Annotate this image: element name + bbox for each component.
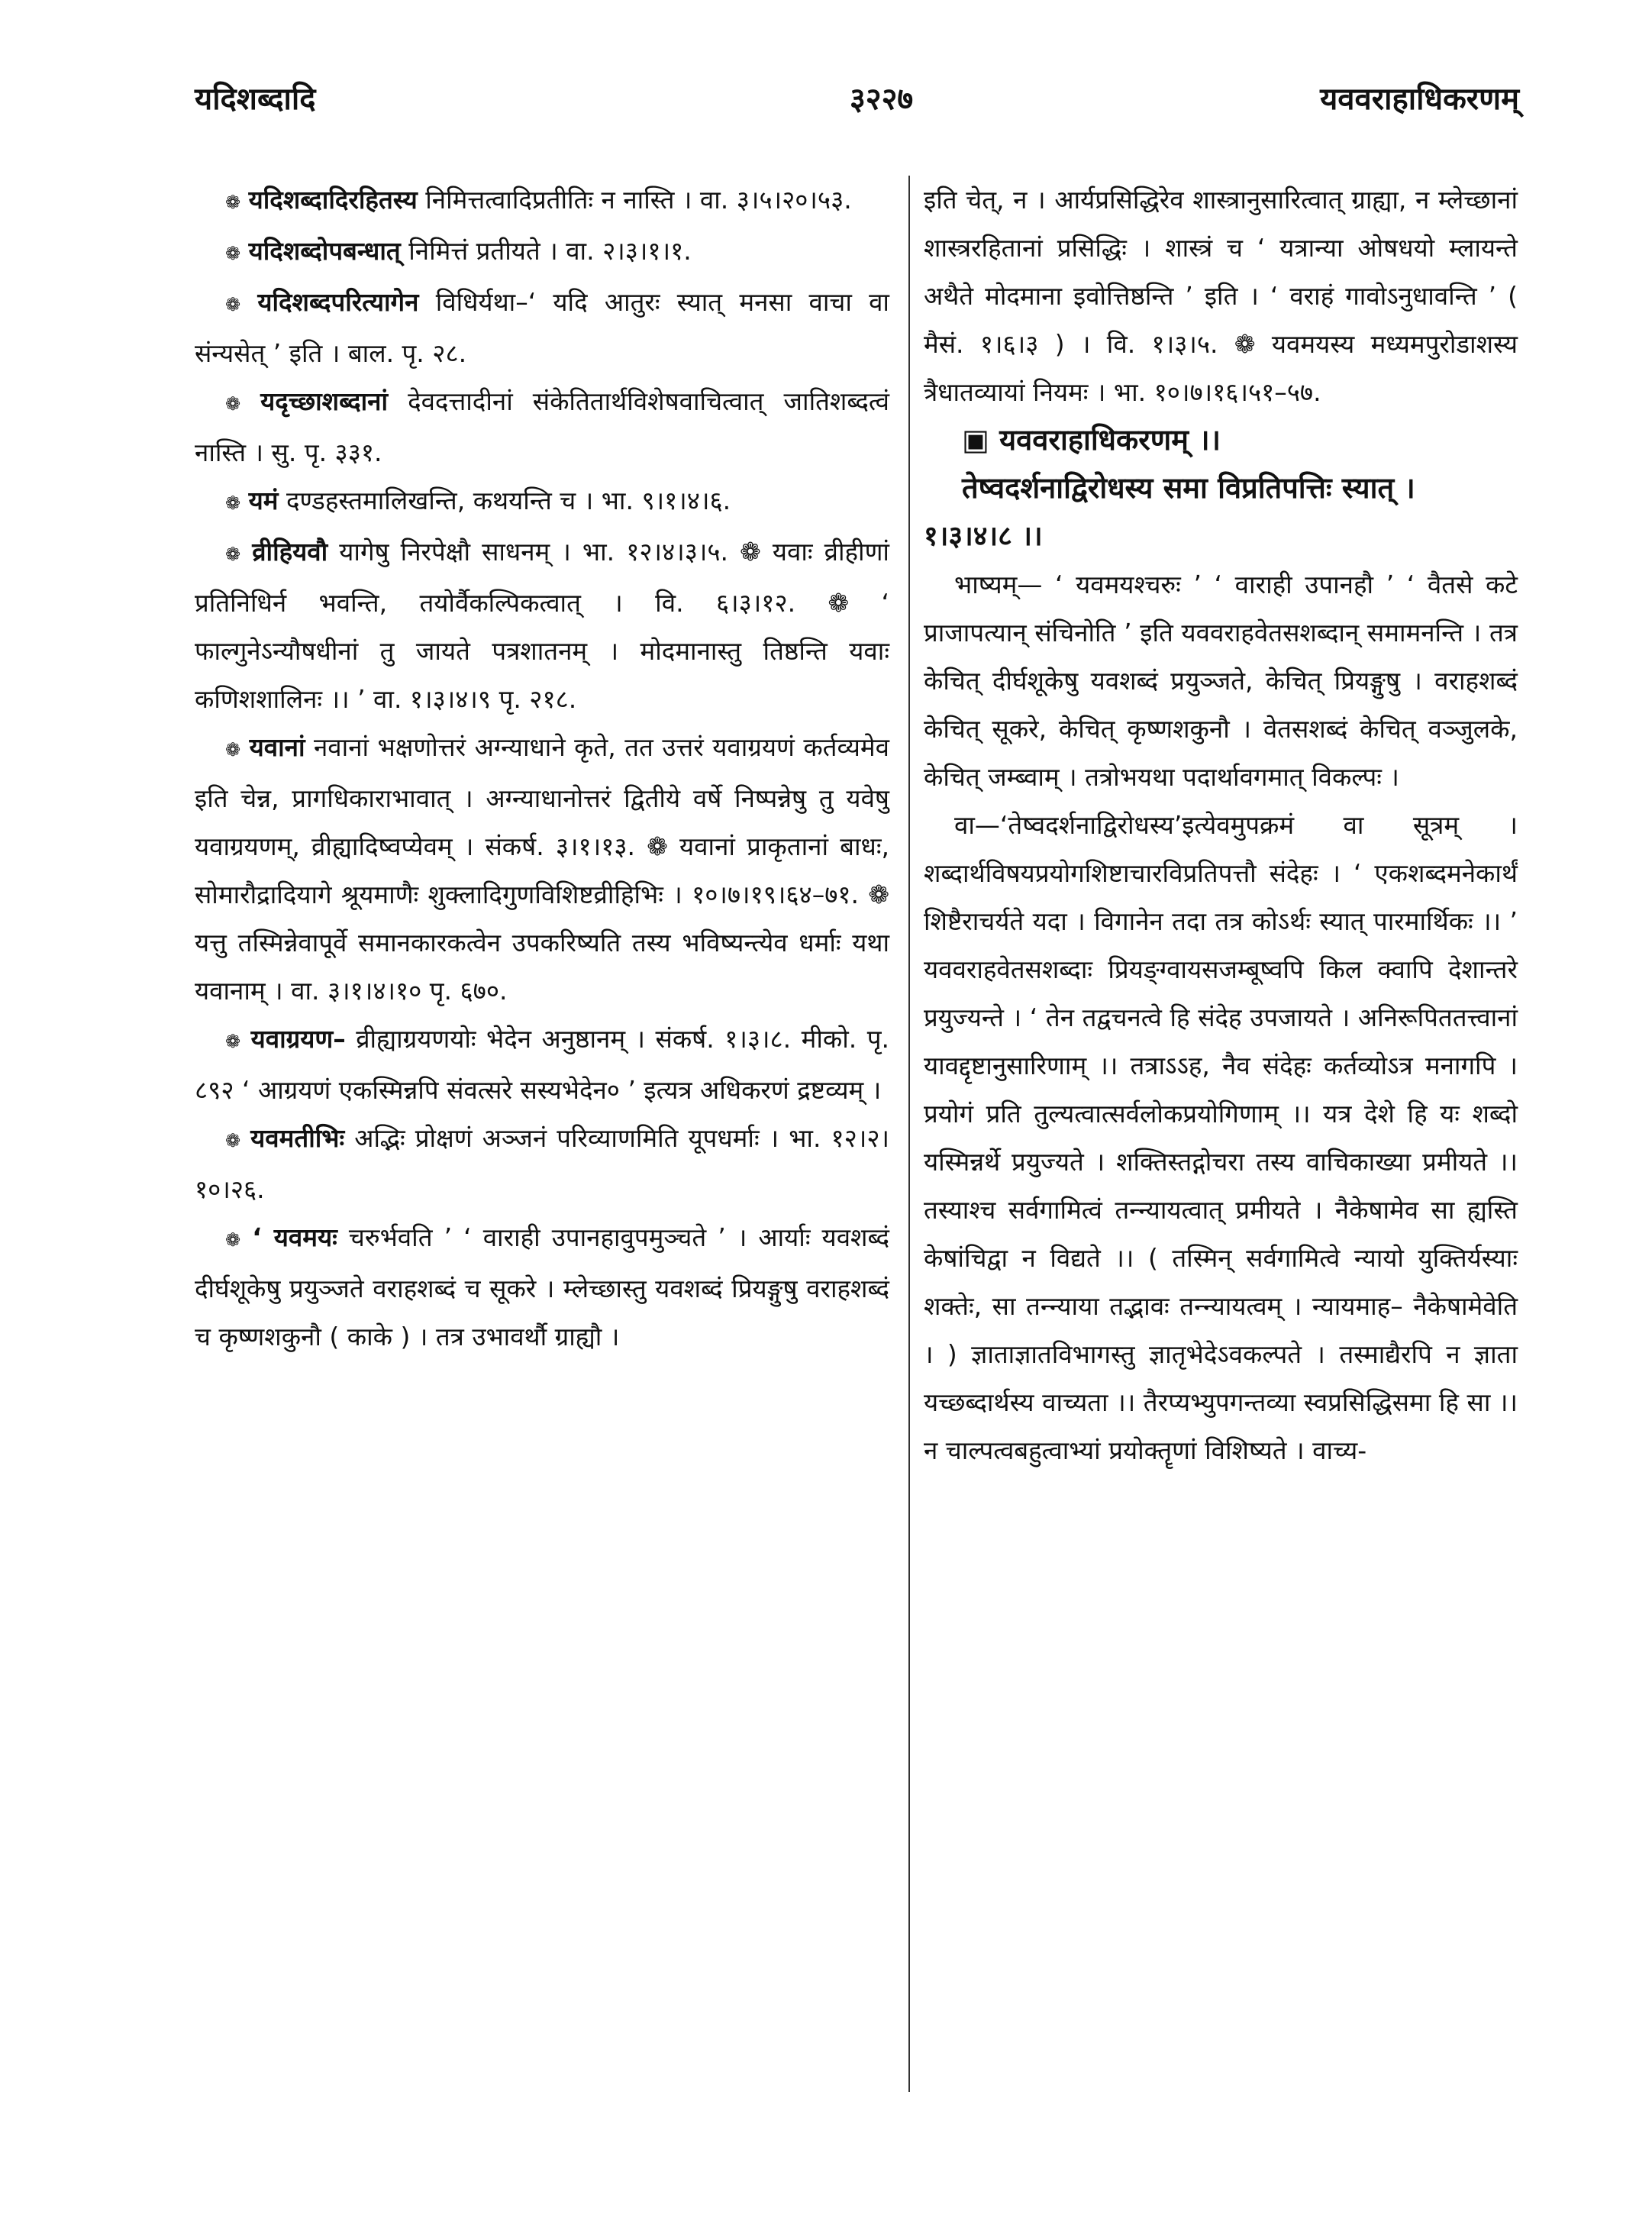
star-icon: ❁ [225,492,241,514]
entry [195,227,889,278]
entry [195,278,889,377]
entry-keyword: व्रीहियवौ [252,537,328,567]
running-header [195,76,1519,130]
adhikarana-title [924,416,1518,464]
left-column [195,176,889,1361]
right-column [924,176,1518,1474]
entry-keyword: यवाग्रयण– [250,1024,346,1054]
star-icon: ❁ [225,1130,241,1151]
sutra-number: १।३।४।८ ।। [924,521,1043,552]
entry-text: देवदत्तादीनां संकेतितार्थविशेषवाचित्वात् जातिशब्दत्वं नास्ति । सु. पृ. ३३१. [195,386,889,467]
entry-text: चरुर्भवति ’ ‘ वाराही उपानहावुपमुञ्चते ’ । आर्याः यवशब्दं दीर्घशूकेषु प्रयुञ्जते वराहशब्दं च सूकरे । म्लेच्छास्तु यवशब्दं प्रियङ्गुषु वराहशब्दं च कृष्णशकुनौ ( काके ) । तत्र उभावर्थौ ग्राह्यौ । [195,1222,889,1351]
section-mark-icon: ▣ [962,423,989,457]
entry-keyword: यदिशब्दोपबन्धात् [248,236,401,266]
entry-text: यागेषु निरपेक्षौ साधनम् । भा. १२।४।३।५. ❁ यवाः व्रीहीणां प्रतिनिधिर्न भवन्ति, तयोर्वैकल्पिकत्वात् । वि. ६।३।१२. ❁ ‘ फाल्गुनेऽन्यौषधीनां तु जायते पत्रशातनम् । मोदमानास्तु तिष्ठन्ति यवाः कणिशशालिनः ।। ’ वा. १।३।४।९ पृ. २१८. [195,537,889,714]
entry [195,476,889,528]
star-icon: ❁ [225,192,241,213]
entry-text: अद्भिः प्रोक्षणं अञ्जनं परिव्याणमिति यूपधर्माः । भा. १२।२।१०।२६. [195,1123,890,1204]
entry [195,176,889,227]
entry [195,528,889,723]
star-icon: ❁ [225,1031,241,1052]
entry-keyword: ‘ यवमयः [252,1222,337,1252]
star-icon: ❁ [225,739,241,760]
star-icon: ❁ [225,544,241,565]
entry [195,1213,889,1361]
entry-text: नवानां भक्षणोत्तरं अग्न्याधाने कृते, तत उत्तरं यवाग्रयणं कर्तव्यमेव इति चेन्न, प्रागधिकाराभावात् । अग्न्याधानोत्तरं द्वितीये वर्षे निष्पन्नेषु तु यवेषु यवाग्रयणम्, व्रीह्यादिष्वप्येवम् । संकर्ष. ३।१।१३. ❁ यवानां प्राकृतानां बाधः, सोमारौद्रादियागे श्रूयमाणैः शुक्लादिगुणविशिष्टव्रीहिभिः । १०।७।१९।६४–७१. ❁ यत्तु तस्मिन्नेवापूर्वे समानकारकत्वेन उपकरिष्यति तस्य भविष्यन्त्येव धर्माः यथा यवानाम् । वा. ३।१।४।१० पृ. ६७०. [195,732,889,1006]
star-icon: ❁ [225,243,241,264]
page-number: ३२२७ [850,82,914,117]
sutra-text: तेष्वदर्शनाद्विरोधस्य समा विप्रतिपत्तिः स्यात् । [962,471,1415,505]
entry [195,723,889,1015]
entry-keyword: यदृच्छाशब्दानां [260,386,389,416]
header-left-title: यदिशब्दादि [195,82,316,117]
entry-text: विधिर्यथा–‘ यदि आतुरः स्यात् मनसा वाचा वा संन्यसेत् ’ इति । बाल. पृ. २८. [195,287,889,368]
vartika-paragraph: वा—‘तेष्वदर्शनाद्विरोधस्य’इत्येवमुपक्रमं वा सूत्रम् । शब्दार्थविषयप्रयोगशिष्टाचारविप्रतिपत्तौ संदेहः । ‘ एकशब्दमनेकार्थं शिष्टैराचर्यते यदा । विगानेन तदा तत्र कोऽर्थः स्यात् पारमार्थिकः ।। ’ यववराहवेतसशब्दाः प्रियङ्ग्वायसजम्बूष्वपि किल क्वापि देशान्तरे प्रयुज्यन्ते । ‘ तेन तद्वचनत्वे हि संदेह उपजायते । अनिरूपिततत्त्वानां यावद्दृष्टानुसारिणाम् ।। तत्राऽऽह, नैव संदेहः कर्तव्योऽत्र मनागपि । प्रयोगं प्रति तुल्यत्वात्सर्वलोकप्रयोगिणाम् ।। यत्र देशे हि यः शब्दो यस्मिन्नर्थे प्रयुज्यते । शक्तिस्तद्गोचरा तस्य वाचिकाख्या प्रमीयते ।। तस्याश्च सर्वगामित्वं तन्न्यायत्वात् प्रमीयते । नैकेषामेव सा ह्यस्ति केषांचिद्वा न विद्यते ।। ( तस्मिन् सर्वगामित्वे न्यायो युक्तिर्यस्याः शक्तेः, सा तन्न्याया तद्भावः तन्न्यायत्वम् । न्यायमाह– नैकेषामेवेति । ) ज्ञाताज्ञातविभागस्तु ज्ञातृभेदेऽवकल्पते । तस्माद्यैरपि न ज्ञाता यच्छब्दार्थस्य वाच्यता ।। तैरप्यभ्युपगन्तव्या स्वप्रसिद्धिसमा हि सा ।। न चाल्पत्वबहुत्वाभ्यां प्रयोक्तॄणां विशिष्यते । वाच्य- [924,810,1518,1465]
entry [195,377,889,476]
entry-text: निमित्तं प्रतीयते । वा. २।३।१।१. [408,236,692,266]
adhikarana-title-text: यववराहाधिकरणम् ।। [999,423,1221,457]
entry-keyword: यदिशब्दादिरहितस्य [248,185,418,215]
entry-keyword: यवानां [249,732,305,762]
entry-text: निमित्तत्वादिप्रतीतिः न नास्ति । वा. ३।५।२०।५३. [425,185,852,215]
star-icon: ❁ [225,294,241,315]
entry-keyword: यवमतीभिः [250,1123,345,1153]
entry-keyword: यमं [248,486,279,515]
entry-text: दण्डहस्तमालिखन्ति, कथयन्ति च । भा. ९।१।४।६. [286,486,731,515]
entry [195,1015,889,1114]
continued-paragraph: इति चेत्, न । आर्यप्रसिद्धिरेव शास्त्रानुसारित्वात् ग्राह्या, न म्लेच्छानां शास्त्ररहितानां प्रसिद्धिः । शास्त्रं च ‘ यत्रान्या ओषधयो म्लायन्ते अथैते मोदमाना इवोत्तिष्ठन्ति ’ इति । ‘ वराहं गावोऽनुधावन्ति ’ ( मैसं. १।६।३ ) । वि. १।३।५. ❁ यवमयस्य मध्यमपुरोडाशस्य त्रैधातव्यायां नियमः । भा. १०।७।१६।५१–५७. [924,185,1518,407]
entry-keyword: यदिशब्दपरित्यागेन [257,287,419,317]
header-right-title: यववराहाधिकरणम् [1320,82,1519,117]
bhashya-paragraph: भाष्यम्— ‘ यवमयश्चरुः ’ ‘ वाराही उपानहौ ’ ‘ वैतसे कटे प्राजापत्यान् संचिनोति ’ इति यववराहवेतसशब्दान् समामनन्ति । तत्र केचित् दीर्घशूकेषु यवशब्दं प्रयुञ्जते, केचित् प्रियङ्गुषु । वराहशब्दं केचित् सूकरे, केचित् कृष्णशकुनौ । वेतसशब्दं केचित् वञ्जुलके, केचित् जम्ब्वाम् । तत्रोभयथा पदार्थावगमात् विकल्पः । [924,570,1518,792]
star-icon: ❁ [225,1229,241,1251]
column-divider [908,176,910,2092]
star-icon: ❁ [225,393,241,415]
entry [195,1114,889,1213]
entry-text: व्रीह्याग्रयणयोः भेदेन अनुष्ठानम् । संकर्ष. १।३।८. मीको. पृ. ८९२ ‘ आग्रयणं एकस्मिन्नपि संवत्सरे सस्यभेदेन० ’ इत्यत्र अधिकरणं द्रष्टव्यम् । [195,1024,889,1105]
